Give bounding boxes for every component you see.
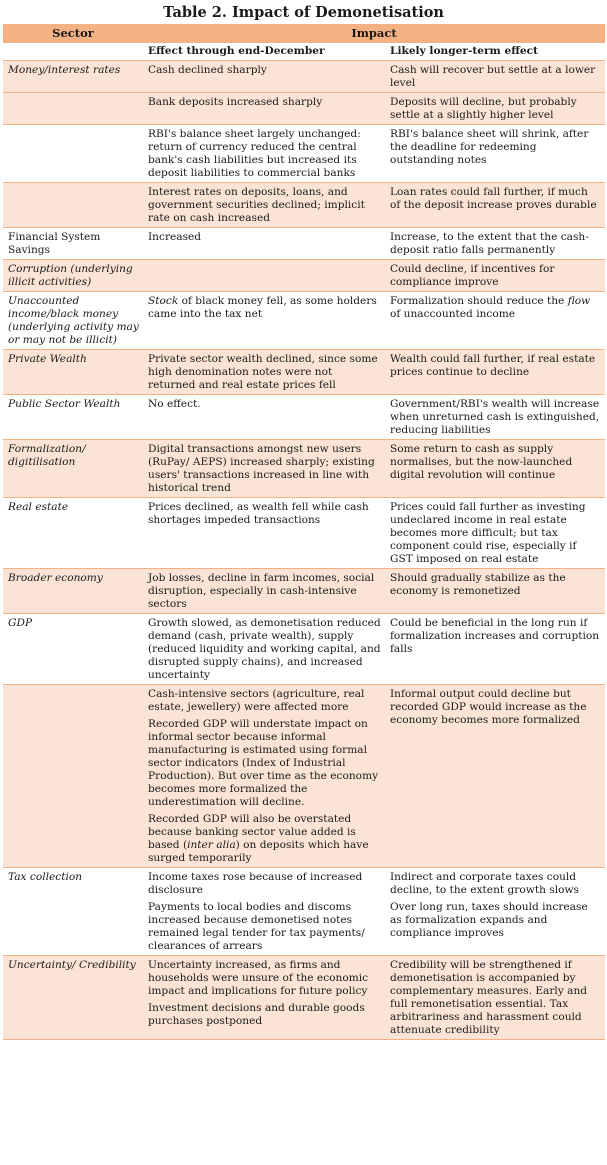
sector-cell: Real estate xyxy=(3,498,143,569)
sector-cell: Formalization/ digitilisation xyxy=(3,440,143,498)
longer-term-cell xyxy=(385,260,605,292)
longer-term-text: Could be beneficial in the long run if formalization increases and corruption falls xyxy=(390,617,600,655)
effect-cell xyxy=(143,228,385,260)
longer-term-cell xyxy=(385,498,605,569)
table-row xyxy=(3,498,605,569)
effect-cell xyxy=(143,260,385,292)
table-row xyxy=(3,569,605,614)
effect-text: Recorded GDP will understate impact on informal sector because informal manufacturing is estimated using formal sector indicators (Index of Industrial Production). But over time as the economy becomes more formalized the underestimation will decline. xyxy=(148,718,379,808)
effect-cell xyxy=(143,350,385,395)
sector-cell xyxy=(3,183,143,228)
effect-text: Uncertainty increased, as firms and households were unsure of the economic impact and implications for future policy xyxy=(148,959,369,997)
longer-term-cell xyxy=(385,395,605,440)
longer-term-text: Deposits will decline, but probably settle at a slightly higher level xyxy=(390,96,577,121)
longer-term-cell xyxy=(385,183,605,228)
effect-cell xyxy=(143,183,385,228)
sector-cell xyxy=(3,93,143,125)
longer-term-cell xyxy=(385,350,605,395)
longer-term-text: Credibility will be strengthened if demonetisation is accompanied by complementary measures. Early and full remonetisation essential. Tax arbitrariness and harassment could attenuate credibility xyxy=(390,959,588,1036)
table-row xyxy=(3,93,605,125)
impact-table xyxy=(3,24,605,1040)
table-row xyxy=(3,125,605,183)
longer-term-text: Government/RBI's wealth will increase when unreturned cash is extinguished, reducing liabilities xyxy=(390,398,600,436)
effect-text: Recorded GDP will also be overstated because banking sector value added is based (inter alia) on deposits which have surged temporarily xyxy=(148,813,369,864)
table-row xyxy=(3,868,605,956)
longer-term-text: Loan rates could fall further, if much of the deposit increase proves durable xyxy=(390,186,597,211)
longer-term-text: Indirect and corporate taxes could decline, to the extent growth slows xyxy=(390,871,579,896)
longer-term-cell xyxy=(385,440,605,498)
longer-term-cell xyxy=(385,614,605,685)
table-row xyxy=(3,228,605,260)
longer-term-cell xyxy=(385,956,605,1040)
emphasis-text: inter alia xyxy=(187,839,236,851)
longer-term-text: Over long run, taxes should increase as formalization expands and compliance improves xyxy=(390,901,588,939)
effect-cell xyxy=(143,125,385,183)
emphasis-text: Stock xyxy=(148,295,179,307)
sector-cell: Money/interest rates xyxy=(3,61,143,93)
effect-cell xyxy=(143,569,385,614)
sector-cell xyxy=(3,125,143,183)
effect-text: Payments to local bodies and discoms increased because demonetised notes remained legal tender for tax payments/ clearances of arrears xyxy=(148,901,365,952)
sector-cell: Uncertainty/ Credibility xyxy=(3,956,143,1040)
sector-cell: Tax collection xyxy=(3,868,143,956)
table-row xyxy=(3,183,605,228)
sector-cell: GDP xyxy=(3,614,143,685)
effect-text: Bank deposits increased sharply xyxy=(148,96,323,108)
longer-term-text: Prices could fall further as investing undeclared income in real estate becomes more difficult; but tax component could rise, especially if GST imposed on real estate xyxy=(390,501,586,565)
effect-text: No effect. xyxy=(148,398,201,410)
longer-term-cell xyxy=(385,61,605,93)
longer-term-cell xyxy=(385,292,605,350)
longer-term-text: RBI's balance sheet will shrink, after the deadline for redeeming outstanding notes xyxy=(390,128,589,166)
table-row xyxy=(3,260,605,292)
table-row xyxy=(3,956,605,1040)
sector-cell xyxy=(3,685,143,868)
table-row xyxy=(3,685,605,868)
effect-cell xyxy=(143,614,385,685)
longer-term-cell xyxy=(385,685,605,868)
effect-text: Income taxes rose because of increased disclosure xyxy=(148,871,363,896)
header-sector: Sector xyxy=(3,24,143,43)
header-effect: Effect through end-December xyxy=(143,43,385,61)
effect-text: Private sector wealth declined, since some high denomination notes were not returned and real estate prices fell xyxy=(148,353,378,391)
effect-text: Increased xyxy=(148,231,202,243)
longer-term-text: Could decline, if incentives for compliance improve xyxy=(390,263,555,288)
effect-text: Interest rates on deposits, loans, and government securities declined; implicit rate on cash increased xyxy=(148,186,365,224)
table-row xyxy=(3,440,605,498)
longer-term-cell xyxy=(385,868,605,956)
table-row xyxy=(3,350,605,395)
header-longer: Likely longer-term effect xyxy=(385,43,605,61)
effect-text: Prices declined, as wealth fell while cash shortages impeded transactions xyxy=(148,501,369,526)
longer-term-text: Informal output could decline but recorded GDP would increase as the economy becomes more formalized xyxy=(390,688,587,726)
effect-text: Growth slowed, as demonetisation reduced demand (cash, private wealth), supply (reduced liquidity and working capital, and disrupted supply chains), and increased uncertainty xyxy=(148,617,381,681)
table-title: Table 2. Impact of Demonetisation xyxy=(163,4,444,21)
effect-text: Digital transactions amongst new users (RuPay/ AEPS) increased sharply; existing users' transactions increased in line with historical trend xyxy=(148,443,375,494)
effect-text: Cash-intensive sectors (agriculture, real estate, jewellery) were affected more xyxy=(148,688,365,713)
effect-cell xyxy=(143,498,385,569)
effect-text: Investment decisions and durable goods purchases postponed xyxy=(148,1002,365,1027)
effect-text: Job losses, decline in farm incomes, social disruption, especially in cash-intensive sectors xyxy=(148,572,375,610)
longer-term-text: Increase, to the extent that the cash-deposit ratio falls permanently xyxy=(390,231,589,256)
longer-term-cell xyxy=(385,125,605,183)
longer-term-cell xyxy=(385,93,605,125)
table-row xyxy=(3,395,605,440)
longer-term-text: Wealth could fall further, if real estate prices continue to decline xyxy=(390,353,596,378)
longer-term-text: Some return to cash as supply normalises, but the now-launched digital revolution will continue xyxy=(390,443,573,481)
sector-cell: Corruption (underlying illicit activities) xyxy=(3,260,143,292)
effect-text: RBI's balance sheet largely unchanged: return of currency reduced the central bank's cash liabilities but increased its deposit liabilities to commercial banks xyxy=(148,128,361,179)
sector-cell: Broader economy xyxy=(3,569,143,614)
sector-cell: Public Sector Wealth xyxy=(3,395,143,440)
longer-term-text: Formalization should reduce the flow of unaccounted income xyxy=(390,295,591,320)
longer-term-text: Should gradually stabilize as the economy is remonetized xyxy=(390,572,566,597)
emphasis-text: flow xyxy=(567,295,591,307)
effect-cell xyxy=(143,93,385,125)
effect-cell xyxy=(143,61,385,93)
effect-cell xyxy=(143,440,385,498)
header-row xyxy=(3,24,605,43)
table-row xyxy=(3,614,605,685)
subheader-row xyxy=(3,43,605,61)
effect-cell xyxy=(143,868,385,956)
table-row xyxy=(3,61,605,93)
effect-cell xyxy=(143,395,385,440)
table-body xyxy=(3,61,605,1040)
table-row xyxy=(3,292,605,350)
effect-cell xyxy=(143,956,385,1040)
effect-text: Stock of black money fell, as some holders came into the tax net xyxy=(148,295,377,320)
longer-term-text: Cash will recover but settle at a lower level xyxy=(390,64,596,89)
effect-text: Cash declined sharply xyxy=(148,64,267,76)
subheader-blank xyxy=(3,43,143,61)
longer-term-cell xyxy=(385,569,605,614)
longer-term-cell xyxy=(385,228,605,260)
header-impact: Impact xyxy=(143,24,605,43)
effect-cell xyxy=(143,292,385,350)
sector-cell: Private Wealth xyxy=(3,350,143,395)
sector-cell: Unaccounted income/black money (underlying activity may or may not be illicit) xyxy=(3,292,143,350)
effect-cell xyxy=(143,685,385,868)
sector-cell: Financial System Savings xyxy=(3,228,143,260)
